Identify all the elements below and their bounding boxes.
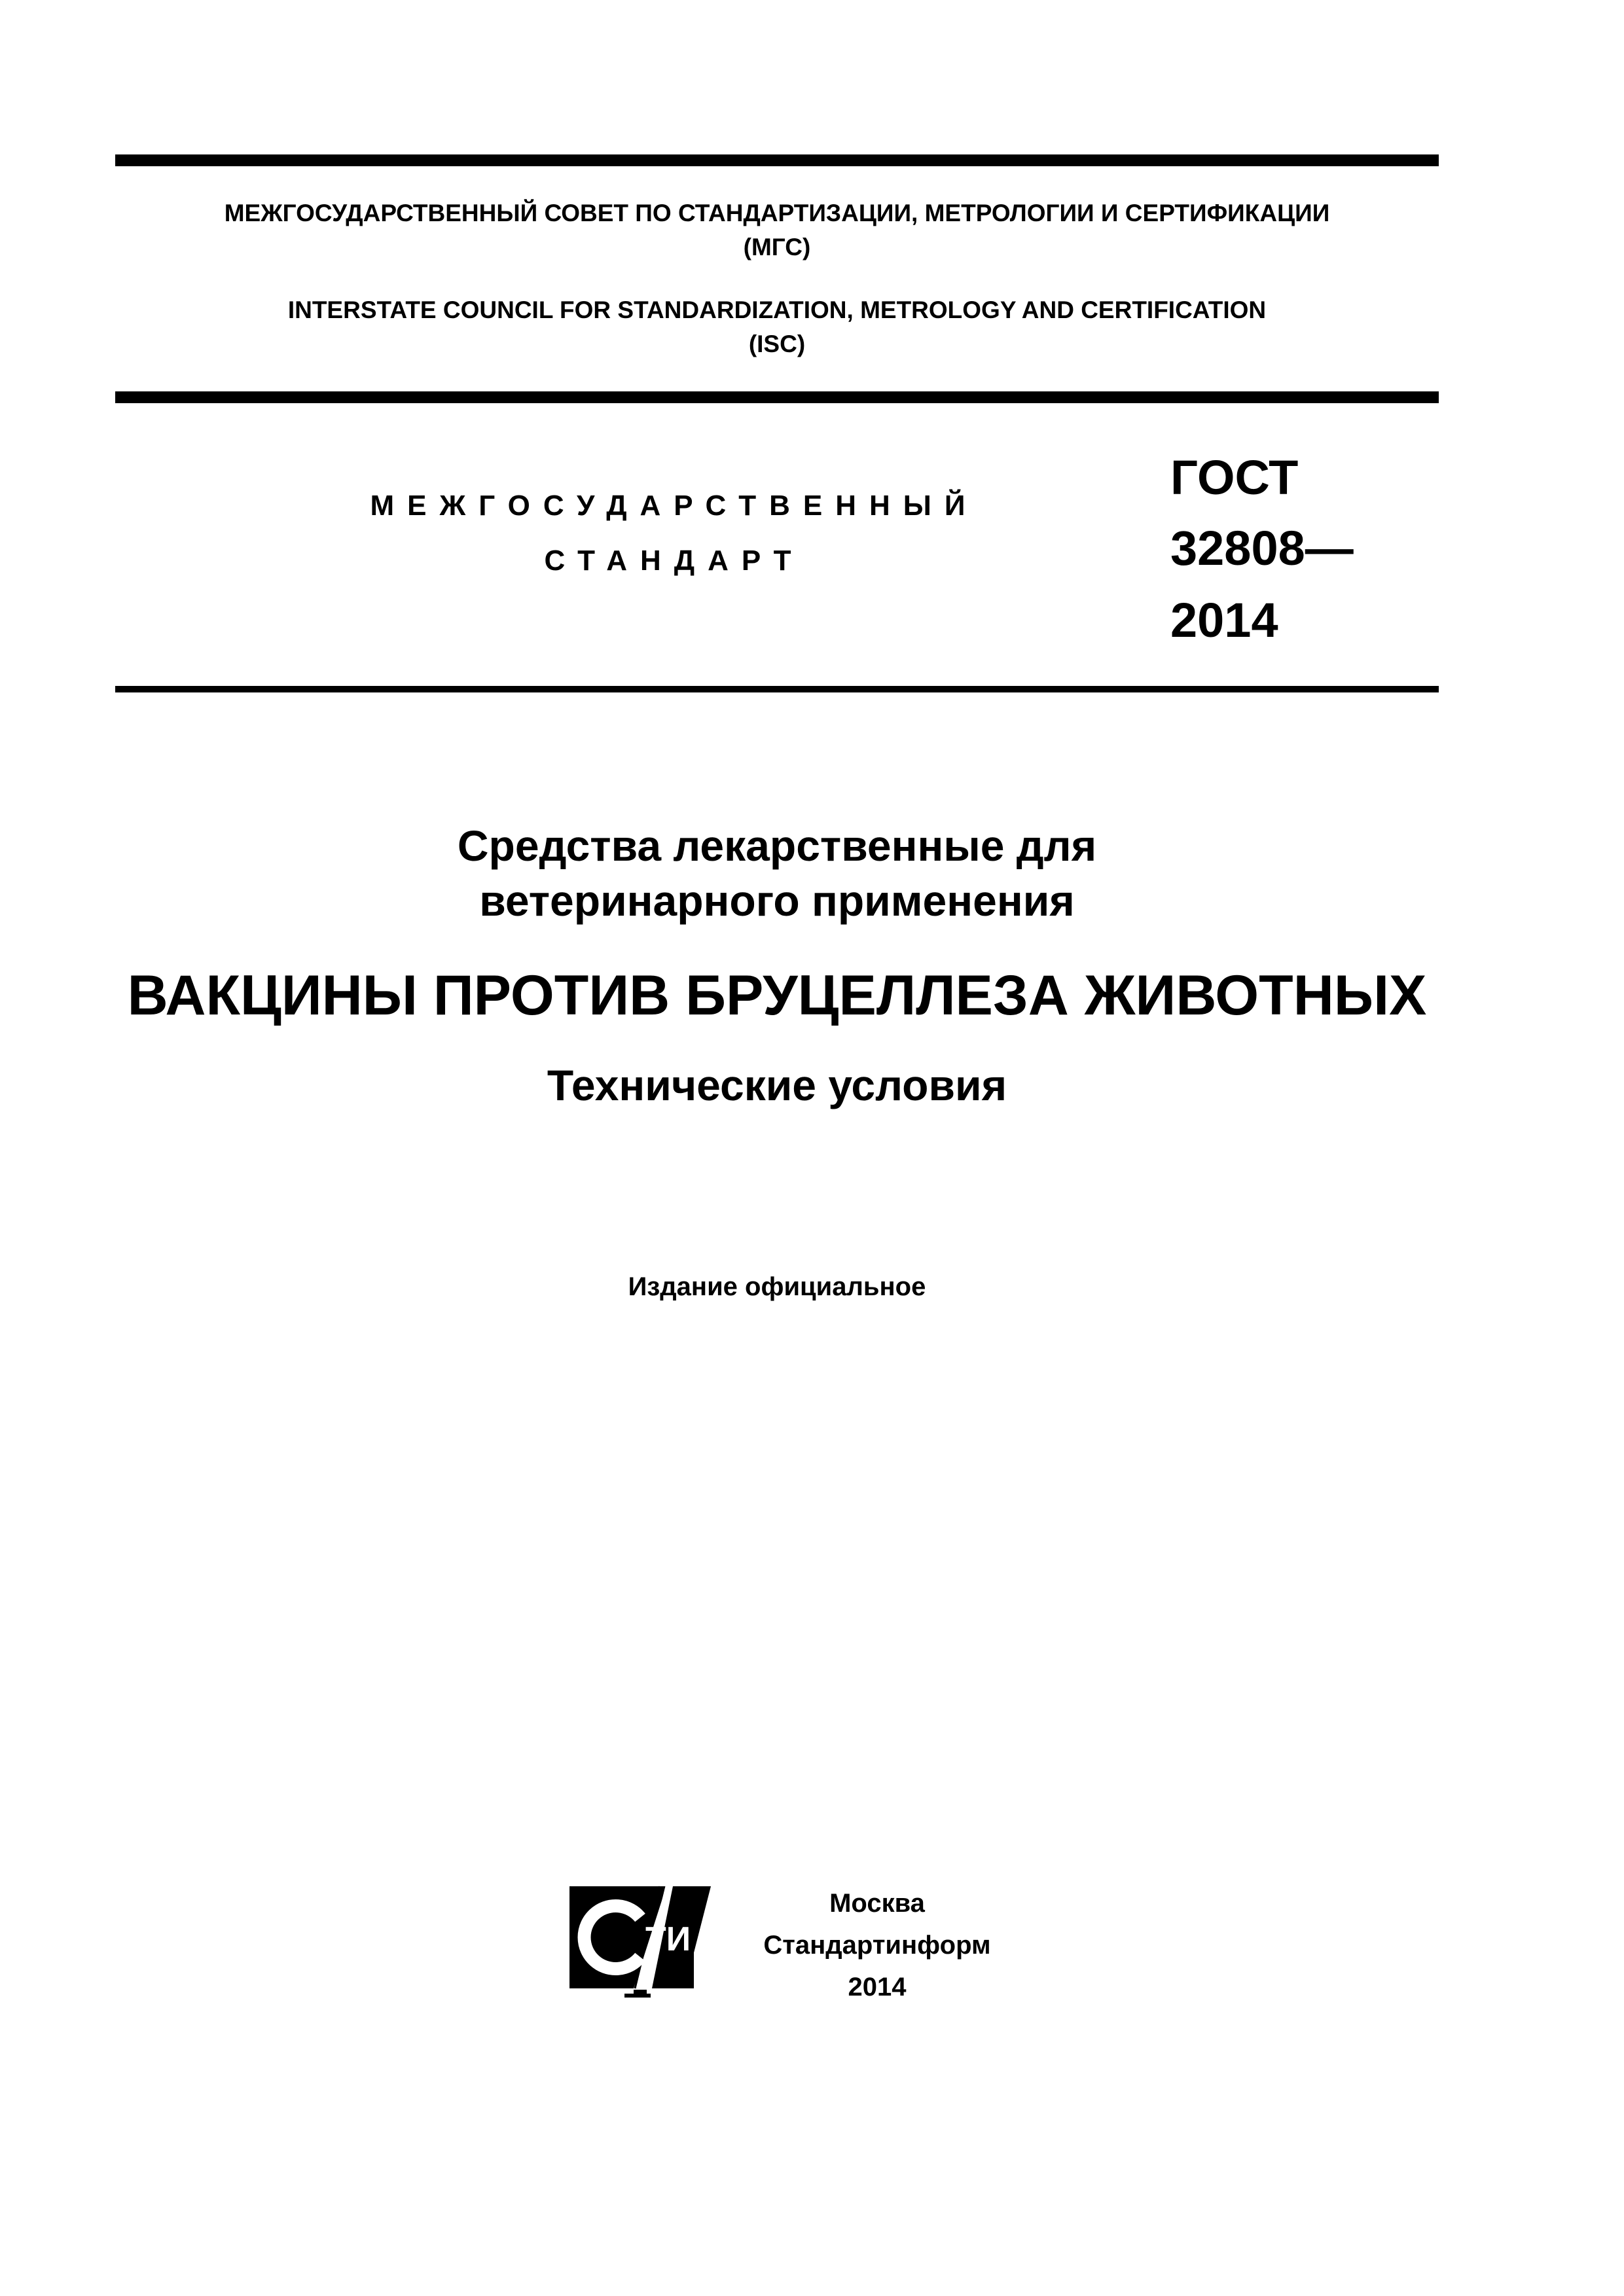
council-name-en	[115, 293, 1439, 361]
council-en-line1: INTERSTATE COUNCIL FOR STANDARDIZATION, METROLOGY AND CERTIFICATION	[287, 296, 1267, 323]
gost-year: 2014	[1170, 593, 1278, 647]
council-en-line2: (ISC)	[748, 331, 806, 357]
publisher-city: Москва	[829, 1889, 925, 1918]
bottom-rule	[115, 686, 1439, 692]
standard-label-line2: СТАНДАРТ	[544, 545, 804, 577]
council-name-ru	[115, 196, 1439, 264]
publisher-name: Стандартинформ	[763, 1931, 991, 1960]
document-type: Технические условия	[547, 1061, 1007, 1109]
standard-label-line1: МЕЖГОСУДАРСТВЕННЫЙ	[370, 490, 979, 522]
gost-prefix: ГОСТ	[1170, 450, 1299, 505]
subtitle-line2: ветеринарного применения	[479, 876, 1075, 925]
document-subtitle	[115, 818, 1439, 928]
council-ru-line1: МЕЖГОСУДАРСТВЕННЫЙ СОВЕТ ПО СТАНДАРТИЗАЦИИ, МЕТРОЛОГИИ И СЕРТИФИКАЦИИ	[224, 200, 1330, 226]
council-ru-line2: (МГС)	[743, 234, 811, 260]
svg-text:ТИ: ТИ	[645, 1920, 691, 1958]
gost-number: 32808—	[1170, 521, 1354, 575]
subtitle-line1: Средства лекарственные для	[457, 821, 1097, 870]
middle-rule	[115, 391, 1439, 403]
publisher-block	[733, 1882, 1021, 2008]
edition-note: Издание официальное	[628, 1272, 926, 1301]
document-title: ВАКЦИНЫ ПРОТИВ БРУЦЕЛЛЕЗА ЖИВОТНЫХ	[127, 964, 1427, 1027]
publisher-year: 2014	[848, 1973, 907, 2001]
top-rule	[115, 154, 1439, 166]
standartinform-logo-icon	[568, 1885, 712, 1999]
